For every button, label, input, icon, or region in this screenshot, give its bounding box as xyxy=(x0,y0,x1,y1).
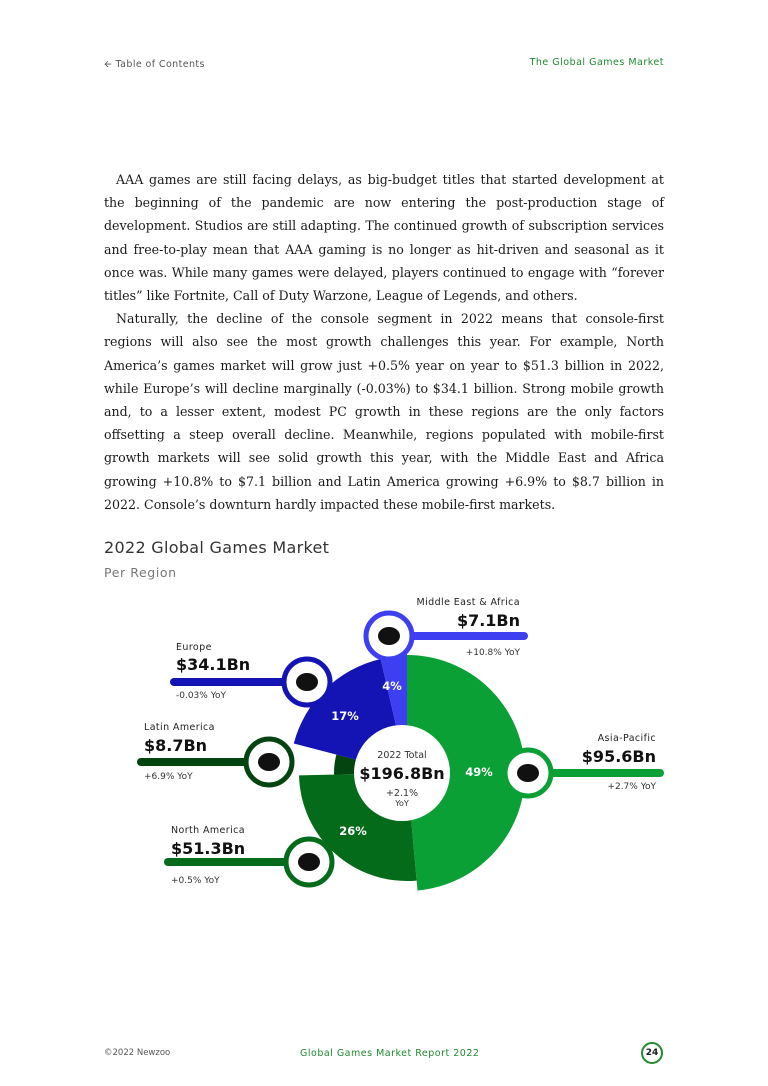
section-title: The Global Games Market xyxy=(529,57,664,68)
region-yoy-middle-east-africa: +10.8% YoY xyxy=(465,648,520,658)
center-total-growth-unit: YoY xyxy=(395,799,409,808)
region-yoy-asia-pacific: +2.7% YoY xyxy=(607,782,656,792)
region-name-middle-east-africa: Middle East & Africa xyxy=(416,597,520,608)
center-total-growth: +2.1% xyxy=(385,788,419,799)
north-america-map-glyph xyxy=(298,853,320,871)
middle-east-africa-map-glyph xyxy=(378,627,400,645)
region-value-north-america: $51.3Bn xyxy=(171,839,246,858)
region-yoy-north-america: +0.5% YoY xyxy=(171,876,220,886)
center-total-value: $196.8Bn xyxy=(359,764,445,783)
chart-subtitle: Per Region xyxy=(104,565,177,580)
percent-label-latin-america: 4% xyxy=(311,757,331,771)
table-of-contents-label: Table of Contents xyxy=(115,59,205,70)
report-title: Global Games Market Report 2022 xyxy=(300,1048,480,1059)
percent-label-europe: 17% xyxy=(331,709,359,723)
region-value-europe: $34.1Bn xyxy=(176,655,251,674)
europe-map-glyph xyxy=(296,673,318,691)
paragraph: Naturally, the decline of the console segment in 2022 means that console-first regions will also see the most growth challenges this year. For example, North America’s games market will grow just +0.5% year on year to $51.3 billion in 2022, while Europe’s will decline marginally (-0.03%) to $34.1 billion. Strong mobile growth and, to a lesser extent, modest PC growth in these regions are the only factors offsetting a steep overall decline. Meanwhile, regions populated with mobile-first growth markets will see solid growth this year, with the Middle East and Africa growing +10.8% to $7.1 billion and Latin America growing +6.9% to $8.7 billion in 2022. Console’s downturn hardly impacted these mobile-first markets. xyxy=(104,311,664,512)
region-value-latin-america: $8.7Bn xyxy=(144,736,208,755)
region-name-latin-america: Latin America xyxy=(144,722,215,733)
chart-title: 2022 Global Games Market xyxy=(104,538,330,557)
copyright: ©2022 Newzoo xyxy=(104,1048,171,1058)
percent-label-middle-east-africa: 4% xyxy=(382,679,402,693)
percent-label-asia-pacific: 49% xyxy=(465,765,493,779)
percent-label-north-america: 26% xyxy=(339,824,367,838)
paragraph: AAA games are still facing delays, as big-budget titles that started development at the beginning of the pandemic are now entering the post-production stage of development. Studios are still adapting. The continued growth of subscription services and free-to-play mean that AAA gaming is no longer as hit-driven and seasonal as it once was. While many games were delayed, players continued to engage with “forever titles” like Fortnite, Call of Duty Warzone, League of Legends, and others. xyxy=(104,172,664,304)
region-name-asia-pacific: Asia-Pacific xyxy=(597,733,656,744)
asia-pacific-map-glyph xyxy=(517,764,539,782)
arrow-left-icon: 🡨 xyxy=(104,59,113,70)
region-value-asia-pacific: $95.6Bn xyxy=(581,747,656,766)
region-yoy-latin-america: +6.9% YoY xyxy=(144,772,193,782)
center-total-label: 2022 Total xyxy=(377,750,427,761)
page-number: 24 xyxy=(641,1042,663,1064)
region-yoy-europe: -0.03% YoY xyxy=(176,691,227,701)
region-name-north-america: North America xyxy=(171,825,245,836)
region-value-middle-east-africa: $7.1Bn xyxy=(456,611,520,630)
region-name-europe: Europe xyxy=(176,642,212,653)
latin-america-map-glyph xyxy=(258,753,280,771)
